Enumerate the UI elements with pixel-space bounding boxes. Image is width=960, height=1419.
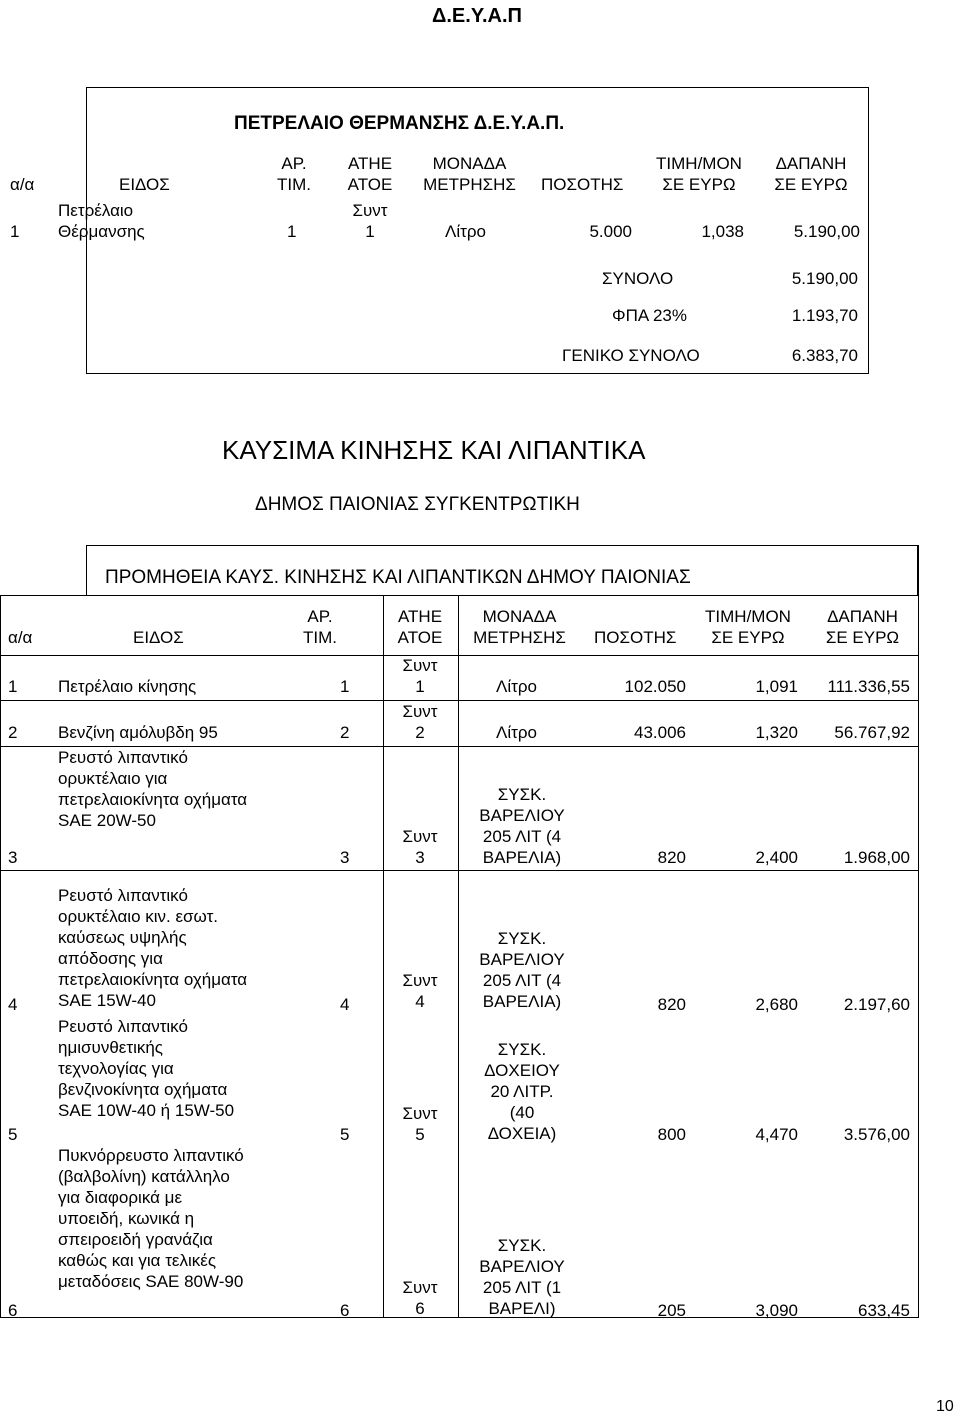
cell-aa: 1 <box>10 222 20 241</box>
s2-header-ar-tim: ΑΡ. ΤΙΜ. <box>303 607 337 647</box>
row-monada: ΣΥΣΚ. ΒΑΡΕΛΙΟΥ 205 ΛΙΤ (1 ΒΑΡΕΛΙ) <box>479 1236 565 1318</box>
s2-header-athe-atoe: ΑΤΗΕ ΑΤΟΕ <box>397 607 443 647</box>
row-monada: ΣΥΣΚ. ΒΑΡΕΛΙΟΥ 205 ΛΙΤ (4 ΒΑΡΕΛΙΑ) <box>479 785 565 867</box>
total-value-fpa: 1.193,70 <box>791 306 858 325</box>
header-posotis: ΠΟΣΟΤΗΣ <box>541 175 624 194</box>
page-number: 10 <box>936 1398 954 1415</box>
s2-header-aa: α/α <box>8 628 33 647</box>
row-timi: 3,090 <box>755 1301 798 1320</box>
row-aa: 6 <box>8 1301 18 1320</box>
row-athe-atoe: Συντ 2 <box>402 702 438 742</box>
cell-athe-atoe: Συντ 1 <box>352 201 388 241</box>
row-eidos: Ρευστό λιπαντικό ημισυνθετικής τεχνολογίας για βενζινοκίνητα οχήματα SAE 10W-40 ή 15W-50 <box>58 1017 235 1120</box>
row-monada: Λίτρο <box>496 723 537 742</box>
s2-header-posotis: ΠΟΣΟΤΗΣ <box>594 628 677 647</box>
row-timi: 4,470 <box>755 1125 798 1144</box>
row-ar-tim: 6 <box>340 1301 350 1320</box>
cell-dapani: 5.190,00 <box>793 222 860 241</box>
s2-header-monada: ΜΟΝΑΔΑ ΜΕΤΡΗΣΗΣ <box>473 607 566 647</box>
header-dapani: ΔΑΠΑΝΗ ΣΕ ΕΥΡΩ <box>774 154 848 194</box>
cell-posotis: 5.000 <box>589 222 632 241</box>
row-ar-tim: 5 <box>340 1125 350 1144</box>
header-ar-tim: ΑΡ. ΤΙΜ. <box>277 154 311 194</box>
row-ar-tim: 1 <box>340 677 350 696</box>
row-monada: Λίτρο <box>496 677 537 696</box>
header-eidos: ΕΙΔΟΣ <box>119 175 170 194</box>
row-eidos: Ρευστό λιπαντικό ορυκτέλαιο κιν. εσωτ. καύσεως υψηλής απόδοσης για πετρελαιοκίνητα οχήματα SAE 15W-40 <box>58 886 248 1010</box>
header-aa: α/α <box>10 175 35 194</box>
row-aa: 4 <box>8 995 18 1014</box>
row-aa: 3 <box>8 848 18 867</box>
row-posotis: 43.006 <box>634 723 686 742</box>
row-dapani: 1.968,00 <box>843 848 910 867</box>
cell-timi: 1,038 <box>701 222 744 241</box>
row-timi: 1,091 <box>755 677 798 696</box>
row-athe-atoe: Συντ 3 <box>402 827 438 867</box>
row-posotis: 820 <box>657 848 686 867</box>
row-aa: 2 <box>8 723 18 742</box>
total-value-geniko: 6.383,70 <box>791 346 858 365</box>
row-ar-tim: 3 <box>340 848 350 867</box>
row-aa: 5 <box>8 1125 18 1144</box>
row-athe-atoe: Συντ 4 <box>402 971 438 1011</box>
row-posotis: 205 <box>657 1301 686 1320</box>
row-athe-atoe: Συντ 5 <box>402 1104 438 1144</box>
s2-header-timi: ΤΙΜΗ/ΜΟΝ ΣΕ ΕΥΡΩ <box>705 607 791 647</box>
total-label-fpa: ΦΠΑ 23% <box>612 306 687 325</box>
row-posotis: 102.050 <box>624 677 686 696</box>
section2-title: ΠΡΟΜΗΘΕΙΑ ΚΑΥΣ. ΚΙΝΗΣΗΣ ΚΑΙ ΛΙΠΑΝΤΙΚΩΝ ΔΗΜΟΥ ΠΑΙΟΝΙΑΣ <box>105 567 691 588</box>
row-dapani: 3.576,00 <box>843 1125 910 1144</box>
row-eidos: Πετρέλαιο κίνησης <box>58 677 197 696</box>
row-eidos: Ρευστό λιπαντικό ορυκτέλαιο για πετρελαιοκίνητα οχήματα SAE 20W-50 <box>58 748 248 830</box>
section1-title: ΠΕΤΡΕΛΑΙΟ ΘΕΡΜΑΝΣΗΣ Δ.Ε.Υ.Α.Π. <box>234 113 565 134</box>
row-timi: 2,400 <box>755 848 798 867</box>
row-athe-atoe: Συντ 1 <box>402 656 438 696</box>
cell-ar-tim: 1 <box>287 222 297 241</box>
document-title: Δ.Ε.Υ.Α.Π <box>432 5 522 27</box>
row-timi: 1,320 <box>755 723 798 742</box>
total-value-synolo: 5.190,00 <box>791 269 858 288</box>
heading-dimos: ΔΗΜΟΣ ΠΑΙΟΝΙΑΣ ΣΥΓΚΕΝΤΡΩΤΙΚΗ <box>255 494 580 515</box>
row-eidos: Βενζίνη αμόλυβδη 95 <box>58 723 218 742</box>
s2-header-eidos: ΕΙΔΟΣ <box>133 628 184 647</box>
row-monada: ΣΥΣΚ. ΔΟΧΕΙΟΥ 20 ΛΙΤΡ. (40 ΔΟΧΕΙΑ) <box>484 1040 560 1143</box>
row-monada: ΣΥΣΚ. ΒΑΡΕΛΙΟΥ 205 ΛΙΤ (4 ΒΑΡΕΛΙΑ) <box>479 929 565 1011</box>
cell-monada: Λίτρο <box>445 222 486 241</box>
row-dapani: 56.767,92 <box>834 723 910 742</box>
total-label-geniko: ΓΕΝΙΚΟ ΣΥΝΟΛΟ <box>562 346 700 365</box>
total-label-synolo: ΣΥΝΟΛΟ <box>602 269 674 288</box>
row-posotis: 820 <box>657 995 686 1014</box>
cell-eidos: Πετρέλαιο Θέρμανσης <box>58 201 145 241</box>
row-posotis: 800 <box>657 1125 686 1144</box>
heading-kaysima: ΚΑΥΣΙΜΑ ΚΙΝΗΣΗΣ ΚΑΙ ΛΙΠΑΝΤΙΚΑ <box>222 435 646 465</box>
header-timi: ΤΙΜΗ/ΜΟΝ ΣΕ ΕΥΡΩ <box>656 154 742 194</box>
header-athe-atoe: ΑΤΗΕ ΑΤΟΕ <box>347 154 393 194</box>
s2-header-dapani: ΔΑΠΑΝΗ ΣΕ ΕΥΡΩ <box>825 607 900 647</box>
row-dapani: 2.197,60 <box>843 995 910 1014</box>
row-athe-atoe: Συντ 6 <box>402 1278 438 1318</box>
row-dapani: 633,45 <box>858 1301 910 1320</box>
row-ar-tim: 2 <box>340 723 350 742</box>
row-dapani: 111.336,55 <box>827 677 910 696</box>
row-eidos: Πυκνόρρευστο λιπαντικό (βαλβολίνη) κατάλληλο για διαφορικά με υποειδή, κωνικά η σπειροειδή γρανάζια καθώς και για τελικές μεταδόσεις SAE 80W-90 <box>58 1146 244 1291</box>
row-timi: 2,680 <box>755 995 798 1014</box>
row-ar-tim: 4 <box>340 995 350 1014</box>
row-aa: 1 <box>8 677 18 696</box>
header-monada: ΜΟΝΑΔΑ ΜΕΤΡΗΣΗΣ <box>423 154 516 194</box>
